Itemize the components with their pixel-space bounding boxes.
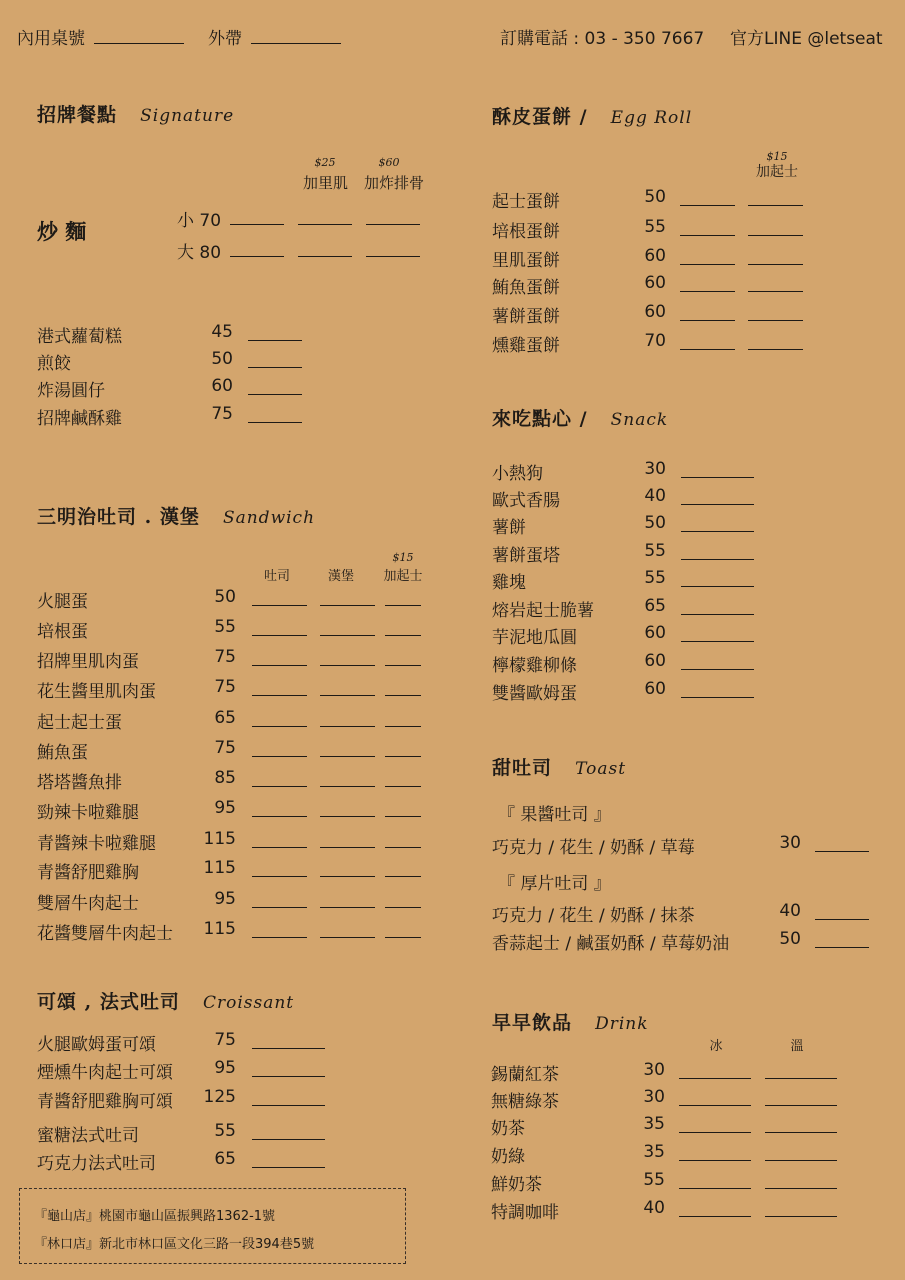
menu-item-price: 60 xyxy=(644,679,666,699)
drink-title: 早早飲品 xyxy=(492,1012,573,1034)
drink-en: Drink xyxy=(595,1014,649,1034)
order-qty-line[interactable] xyxy=(366,224,420,225)
fried-noodle-name: 炒 麵 xyxy=(37,220,87,244)
menu-item-name: 起士蛋餅 xyxy=(492,192,560,212)
col-toast: 吐司 xyxy=(263,569,290,584)
order-qty-line[interactable] xyxy=(681,586,754,587)
order-qty-line[interactable] xyxy=(320,665,375,666)
order-qty-line[interactable] xyxy=(248,367,302,368)
snack-title: 來吃點心 / xyxy=(492,408,588,430)
menu-item-name: 薯餅蛋餅 xyxy=(492,307,560,327)
menu-item-price: 40 xyxy=(644,486,666,506)
menu-item-price: 30 xyxy=(643,1060,665,1080)
order-qty-line[interactable] xyxy=(252,847,307,848)
order-qty-line[interactable] xyxy=(320,907,375,908)
menu-item-price: 60 xyxy=(644,302,666,322)
addon-label-1: 加里肌 xyxy=(303,174,349,192)
order-qty-line[interactable] xyxy=(320,756,375,757)
order-qty-line[interactable] xyxy=(252,1139,325,1140)
menu-item-price: 60 xyxy=(644,623,666,643)
col-iced: 冰 xyxy=(709,1039,723,1054)
menu-item-price: 50 xyxy=(779,929,801,949)
menu-item-name: 雞塊 xyxy=(492,573,526,593)
order-qty-line[interactable] xyxy=(320,605,375,606)
menu-item-price: 75 xyxy=(214,1030,236,1050)
addon-label-2: 加炸排骨 xyxy=(364,174,425,192)
croissant-heading xyxy=(37,987,294,1014)
menu-item-name: 火腿蛋 xyxy=(37,592,88,612)
menu-item-name: 花生醬里肌肉蛋 xyxy=(37,682,156,702)
eggroll-heading xyxy=(492,102,692,129)
croissant-en: Croissant xyxy=(202,993,295,1013)
menu-item-price: 55 xyxy=(643,1170,665,1190)
menu-item-name: 雙層牛肉起士 xyxy=(37,894,139,914)
order-qty-line[interactable] xyxy=(385,937,421,938)
order-qty-line[interactable] xyxy=(252,1048,325,1049)
order-qty-line[interactable] xyxy=(679,1078,751,1079)
menu-item-price: 50 xyxy=(644,187,666,207)
dine-in-label: 內用桌號 xyxy=(17,29,85,49)
menu-item-name: 花醬雙層牛肉起士 xyxy=(37,924,173,944)
order-qty-line[interactable] xyxy=(385,756,421,757)
menu-item-name: 鮪魚蛋餅 xyxy=(492,278,560,298)
order-qty-line[interactable] xyxy=(252,695,307,696)
menu-item-name: 芋泥地瓜圓 xyxy=(492,628,577,648)
menu-item-name: 香蒜起士 / 鹹蛋奶酥 / 草莓奶油 xyxy=(492,934,730,954)
order-qty-line[interactable] xyxy=(385,786,421,787)
menu-item-name: 里肌蛋餅 xyxy=(492,251,560,271)
menu-item-name: 奶綠 xyxy=(491,1147,525,1167)
order-qty-line[interactable] xyxy=(248,394,302,395)
menu-item-price: 115 xyxy=(203,858,236,878)
menu-item-price: 60 xyxy=(644,246,666,266)
menu-item-name: 鮪魚蛋 xyxy=(37,743,88,763)
menu-item-price: 125 xyxy=(203,1087,236,1107)
menu-item-name: 青醬舒肥雞胸可頌 xyxy=(37,1092,173,1112)
menu-item-name: 勁辣卡啦雞腿 xyxy=(37,803,139,823)
menu-item-price: 50 xyxy=(211,349,233,369)
col-burger: 漢堡 xyxy=(327,569,354,584)
menu-item-price: 85 xyxy=(214,768,236,788)
store-address-box xyxy=(19,1188,406,1264)
menu-item-price: 65 xyxy=(214,1149,236,1169)
order-qty-line[interactable] xyxy=(681,669,754,670)
order-qty-line[interactable] xyxy=(320,786,375,787)
order-qty-line[interactable] xyxy=(385,907,421,908)
menu-item-name: 小熱狗 xyxy=(492,464,543,484)
sandwich-en: Sandwich xyxy=(222,508,316,528)
menu-item-price: 55 xyxy=(644,217,666,237)
menu-item-price: 35 xyxy=(643,1114,665,1134)
order-qty-line[interactable] xyxy=(252,786,307,787)
order-qty-line[interactable] xyxy=(815,851,869,852)
menu-item-name: 檸檬雞柳條 xyxy=(492,656,577,676)
menu-item-price: 45 xyxy=(211,322,233,342)
menu-item-price: 75 xyxy=(214,647,236,667)
menu-item-price: 50 xyxy=(644,513,666,533)
eggroll-addon-price: $15 xyxy=(766,150,788,163)
menu-item-name: 塔塔醬魚排 xyxy=(37,773,122,793)
order-qty-line[interactable] xyxy=(252,726,307,727)
menu-item-name: 鮮奶茶 xyxy=(491,1175,542,1195)
menu-item-name: 薯餅 xyxy=(492,518,526,538)
menu-item-name: 招牌里肌肉蛋 xyxy=(37,652,139,672)
menu-item-name: 煙燻牛肉起士可頌 xyxy=(37,1063,173,1083)
menu-item-price: 75 xyxy=(214,677,236,697)
thick-toast-header: 『 厚片吐司 』 xyxy=(498,874,611,894)
signature-title: 招牌餐點 xyxy=(37,104,118,126)
order-qty-line[interactable] xyxy=(679,1216,751,1217)
menu-item-name: 招牌鹹酥雞 xyxy=(37,409,122,429)
menu-item-price: 55 xyxy=(214,617,236,637)
order-qty-line[interactable] xyxy=(252,665,307,666)
menu-item-price: 115 xyxy=(203,919,236,939)
eggroll-title: 酥皮蛋餅 / xyxy=(492,106,588,128)
order-qty-line[interactable] xyxy=(680,264,735,265)
col-cheese: 加起士 xyxy=(383,569,423,584)
order-qty-line[interactable] xyxy=(298,256,352,257)
order-qty-line[interactable] xyxy=(748,320,803,321)
order-qty-line[interactable] xyxy=(385,605,421,606)
menu-item-price: 95 xyxy=(214,798,236,818)
order-qty-line[interactable] xyxy=(680,320,735,321)
jam-toast-header: 『 果醬吐司 』 xyxy=(498,805,611,825)
menu-item-price: 115 xyxy=(203,829,236,849)
menu-item-price: 95 xyxy=(214,1058,236,1078)
toast-title: 甜吐司 xyxy=(492,757,553,779)
menu-item-name: 雙醬歐姆蛋 xyxy=(492,684,577,704)
order-qty-line[interactable] xyxy=(765,1188,837,1189)
order-qty-line[interactable] xyxy=(385,876,421,877)
menu-item-name: 火腿歐姆蛋可頌 xyxy=(37,1035,156,1055)
order-qty-line[interactable] xyxy=(765,1105,837,1106)
order-qty-line[interactable] xyxy=(320,695,375,696)
menu-item-name: 培根蛋 xyxy=(37,622,88,642)
order-qty-line[interactable] xyxy=(385,726,421,727)
menu-item-price: 60 xyxy=(211,376,233,396)
order-qty-line[interactable] xyxy=(320,937,375,938)
order-qty-line[interactable] xyxy=(230,224,284,225)
menu-item-price: 30 xyxy=(644,459,666,479)
order-phone: 訂購電話 : 03 - 350 7667 xyxy=(500,29,705,49)
dine-in-line[interactable] xyxy=(94,29,184,44)
signature-heading xyxy=(37,100,234,127)
menu-item-price: 65 xyxy=(644,596,666,616)
order-qty-line[interactable] xyxy=(248,422,302,423)
order-qty-line[interactable] xyxy=(320,876,375,877)
order-qty-line[interactable] xyxy=(385,847,421,848)
order-qty-line[interactable] xyxy=(252,1167,325,1168)
order-qty-line[interactable] xyxy=(681,614,754,615)
order-qty-line[interactable] xyxy=(765,1216,837,1217)
sandwich-heading xyxy=(37,502,315,529)
menu-item-price: 55 xyxy=(644,568,666,588)
line-account: 官方LINE @letseat xyxy=(730,29,883,49)
order-qty-line[interactable] xyxy=(680,291,735,292)
order-qty-line[interactable] xyxy=(679,1132,751,1133)
menu-item-price: 75 xyxy=(214,738,236,758)
menu-item-price: 30 xyxy=(779,833,801,853)
menu-item-name: 起士起士蛋 xyxy=(37,713,122,733)
order-qty-line[interactable] xyxy=(320,635,375,636)
menu-item-price: 70 xyxy=(644,331,666,351)
order-qty-line[interactable] xyxy=(252,635,307,636)
noodle-size-price: 小 70 xyxy=(177,211,222,231)
order-qty-line[interactable] xyxy=(748,264,803,265)
order-qty-line[interactable] xyxy=(748,205,803,206)
noodle-size-price: 大 80 xyxy=(177,243,222,263)
snack-heading xyxy=(492,404,668,431)
menu-item-name: 炸湯圓仔 xyxy=(37,381,105,401)
addon-price-1: $25 xyxy=(314,156,336,169)
order-qty-line[interactable] xyxy=(252,937,307,938)
order-qty-line[interactable] xyxy=(385,695,421,696)
order-qty-line[interactable] xyxy=(681,697,754,698)
order-qty-line[interactable] xyxy=(681,477,754,478)
menu-item-name: 港式蘿蔔糕 xyxy=(37,327,122,347)
menu-item-price: 50 xyxy=(214,587,236,607)
col-warm: 溫 xyxy=(790,1039,804,1054)
order-qty-line[interactable] xyxy=(252,907,307,908)
menu-item-name: 錫蘭紅茶 xyxy=(491,1065,559,1085)
sandwich-addon-price: $15 xyxy=(392,551,414,564)
snack-en: Snack xyxy=(610,410,669,430)
order-qty-line[interactable] xyxy=(252,605,307,606)
menu-item-name: 巧克力 / 花生 / 奶酥 / 抹茶 xyxy=(492,906,695,926)
order-qty-line[interactable] xyxy=(248,340,302,341)
order-qty-line[interactable] xyxy=(680,235,735,236)
order-qty-line[interactable] xyxy=(681,531,754,532)
eggroll-en: Egg Roll xyxy=(610,108,693,128)
order-qty-line[interactable] xyxy=(252,816,307,817)
menu-item-price: 40 xyxy=(643,1198,665,1218)
menu-item-name: 奶茶 xyxy=(491,1119,525,1139)
order-qty-line[interactable] xyxy=(320,847,375,848)
menu-item-price: 30 xyxy=(643,1087,665,1107)
drink-heading xyxy=(492,1008,649,1035)
toast-heading xyxy=(492,753,626,780)
order-qty-line[interactable] xyxy=(320,816,375,817)
order-qty-line[interactable] xyxy=(680,349,735,350)
order-qty-line[interactable] xyxy=(748,235,803,236)
order-qty-line[interactable] xyxy=(385,635,421,636)
order-qty-line[interactable] xyxy=(815,919,869,920)
address-linkou: 『林口店』新北市林口區文化三路一段394巷5號 xyxy=(34,1237,315,1252)
menu-item-name: 巧克力法式吐司 xyxy=(37,1154,156,1174)
order-qty-line[interactable] xyxy=(252,1076,325,1077)
menu-item-name: 蜜糖法式吐司 xyxy=(37,1126,139,1146)
order-qty-line[interactable] xyxy=(681,641,754,642)
order-qty-line[interactable] xyxy=(765,1160,837,1161)
menu-item-name: 歐式香腸 xyxy=(492,491,560,511)
menu-item-price: 40 xyxy=(779,901,801,921)
menu-item-price: 60 xyxy=(644,273,666,293)
menu-item-name: 薯餅蛋塔 xyxy=(492,546,560,566)
order-qty-line[interactable] xyxy=(679,1160,751,1161)
menu-item-price: 75 xyxy=(211,404,233,424)
order-qty-line[interactable] xyxy=(252,876,307,877)
takeout-line[interactable] xyxy=(251,29,341,44)
sandwich-title: 三明治吐司 . 漢堡 xyxy=(37,506,200,528)
eggroll-addon-label: 加起士 xyxy=(756,164,798,180)
menu-item-price: 55 xyxy=(644,541,666,561)
menu-item-name: 特調咖啡 xyxy=(491,1203,559,1223)
order-qty-line[interactable] xyxy=(815,947,869,948)
order-qty-line[interactable] xyxy=(385,665,421,666)
menu-item-price: 55 xyxy=(214,1121,236,1141)
croissant-title: 可頌 , 法式吐司 xyxy=(37,991,180,1013)
menu-item-name: 燻雞蛋餅 xyxy=(492,336,560,356)
menu-item-name: 熔岩起士脆薯 xyxy=(492,601,594,621)
order-qty-line[interactable] xyxy=(748,291,803,292)
address-guishan: 『龜山店』桃園市龜山區振興路1362-1號 xyxy=(34,1209,276,1224)
order-qty-line[interactable] xyxy=(320,726,375,727)
order-qty-line[interactable] xyxy=(366,256,420,257)
order-qty-line[interactable] xyxy=(252,1105,325,1106)
takeout-field[interactable] xyxy=(208,24,341,49)
order-qty-line[interactable] xyxy=(679,1105,751,1106)
menu-item-price: 60 xyxy=(644,651,666,671)
signature-en: Signature xyxy=(140,106,235,126)
order-qty-line[interactable] xyxy=(765,1132,837,1133)
order-qty-line[interactable] xyxy=(748,349,803,350)
takeout-label: 外帶 xyxy=(208,29,242,49)
menu-item-name: 巧克力 / 花生 / 奶酥 / 草莓 xyxy=(492,838,695,858)
menu-item-price: 95 xyxy=(214,889,236,909)
menu-item-name: 青醬辣卡啦雞腿 xyxy=(37,834,156,854)
menu-item-name: 無糖綠茶 xyxy=(491,1092,559,1112)
order-qty-line[interactable] xyxy=(681,559,754,560)
order-qty-line[interactable] xyxy=(252,756,307,757)
order-qty-line[interactable] xyxy=(680,205,735,206)
order-qty-line[interactable] xyxy=(230,256,284,257)
menu-item-price: 35 xyxy=(643,1142,665,1162)
menu-item-price: 65 xyxy=(214,708,236,728)
order-qty-line[interactable] xyxy=(681,504,754,505)
toast-en: Toast xyxy=(575,759,627,779)
menu-item-name: 培根蛋餅 xyxy=(492,222,560,242)
order-qty-line[interactable] xyxy=(298,224,352,225)
menu-item-name: 青醬舒肥雞胸 xyxy=(37,863,139,883)
menu-item-name: 煎餃 xyxy=(37,354,71,374)
order-qty-line[interactable] xyxy=(679,1188,751,1189)
dine-in-field[interactable] xyxy=(17,24,184,49)
addon-price-2: $60 xyxy=(378,156,400,169)
order-qty-line[interactable] xyxy=(385,816,421,817)
order-qty-line[interactable] xyxy=(765,1078,837,1079)
